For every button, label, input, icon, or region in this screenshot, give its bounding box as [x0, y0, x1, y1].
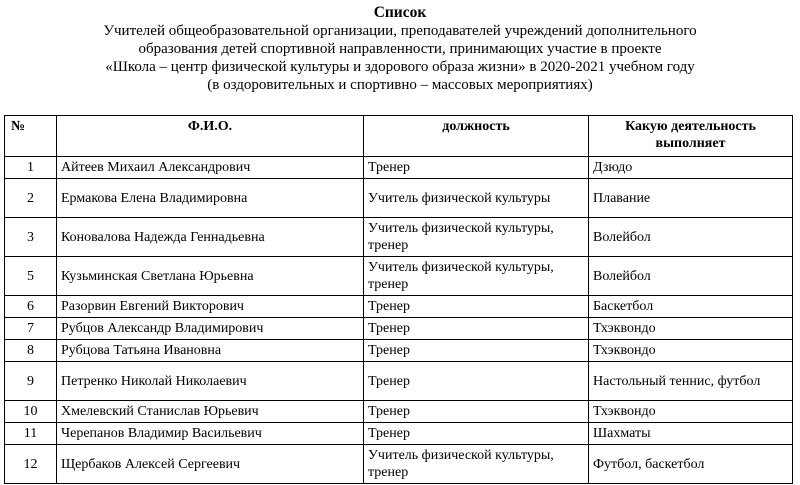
row-activity: Дзюдо: [589, 157, 793, 179]
document-heading: [0, 0, 800, 94]
row-num: 11: [5, 423, 57, 445]
row-fio: Коновалова Надежда Геннадьевна: [57, 218, 364, 257]
row-position: Тренер: [364, 318, 589, 340]
row-num: 8: [5, 340, 57, 362]
row-fio: Рубцова Татьяна Ивановна: [57, 340, 364, 362]
row-activity: Тхэквондо: [589, 401, 793, 423]
table-row: [5, 157, 793, 179]
row-fio: Черепанов Владимир Васильевич: [57, 423, 364, 445]
row-position: Тренер: [364, 362, 589, 401]
table-row: [5, 296, 793, 318]
row-position: Тренер: [364, 296, 589, 318]
row-position: Учитель физической культуры, тренер: [364, 218, 589, 257]
row-position: Тренер: [364, 340, 589, 362]
row-fio: Кузьминская Светлана Юрьевна: [57, 257, 364, 296]
row-activity: Тхэквондо: [589, 340, 793, 362]
row-fio: Хмелевский Станислав Юрьевич: [57, 401, 364, 423]
header-position: должность: [364, 116, 589, 157]
table-row: [5, 318, 793, 340]
table-row: [5, 179, 793, 218]
header-fio: Ф.И.О.: [57, 116, 364, 157]
staff-table: [4, 115, 793, 484]
row-fio: Айтеев Михаил Александрович: [57, 157, 364, 179]
row-num: 10: [5, 401, 57, 423]
row-num: 1: [5, 157, 57, 179]
row-num: 3: [5, 218, 57, 257]
row-activity: Настольный теннис, футбол: [589, 362, 793, 401]
table-row: [5, 362, 793, 401]
row-activity: Плавание: [589, 179, 793, 218]
subtitle-line: (в оздоровительных и спортивно – массовых мероприятиях): [207, 77, 593, 93]
table-row: [5, 340, 793, 362]
row-activity: Баскетбол: [589, 296, 793, 318]
table-row: [5, 423, 793, 445]
table-row: [5, 218, 793, 257]
table-header-row: [5, 116, 793, 157]
row-num: 2: [5, 179, 57, 218]
row-fio: Ермакова Елена Владимировна: [57, 179, 364, 218]
row-position: Учитель физической культуры: [364, 179, 589, 218]
subtitle-line: образования детей спортивной направленности, принимающих участие в проекте: [138, 41, 662, 57]
row-fio: Разорвин Евгений Викторович: [57, 296, 364, 318]
row-num: 7: [5, 318, 57, 340]
row-num: 12: [5, 445, 57, 484]
subtitle-line: Учителей общеобразовательной организации, преподавателей учреждений дополнительного: [103, 23, 697, 39]
row-position: Учитель физической культуры, тренер: [364, 445, 589, 484]
subtitle-line: «Школа – центр физической культуры и здорового образа жизни» в 2020-2021 учебном году: [105, 59, 695, 75]
document-title: Список: [373, 4, 427, 21]
table-row: [5, 257, 793, 296]
row-activity: Волейбол: [589, 257, 793, 296]
table-row: [5, 401, 793, 423]
row-position: Тренер: [364, 401, 589, 423]
row-position: Тренер: [364, 423, 589, 445]
table-row: [5, 445, 793, 484]
header-activity: Какую деятельность выполняет: [589, 116, 793, 157]
row-num: 6: [5, 296, 57, 318]
row-fio: Рубцов Александр Владимирович: [57, 318, 364, 340]
row-activity: Волейбол: [589, 218, 793, 257]
row-activity: Шахматы: [589, 423, 793, 445]
row-position: Учитель физической культуры, тренер: [364, 257, 589, 296]
row-fio: Щербаков Алексей Сергеевич: [57, 445, 364, 484]
row-num: 5: [5, 257, 57, 296]
row-activity: Тхэквондо: [589, 318, 793, 340]
row-position: Тренер: [364, 157, 589, 179]
row-fio: Петренко Николай Николаевич: [57, 362, 364, 401]
row-num: 9: [5, 362, 57, 401]
row-activity: Футбол, баскетбол: [589, 445, 793, 484]
header-num: №: [5, 116, 57, 157]
